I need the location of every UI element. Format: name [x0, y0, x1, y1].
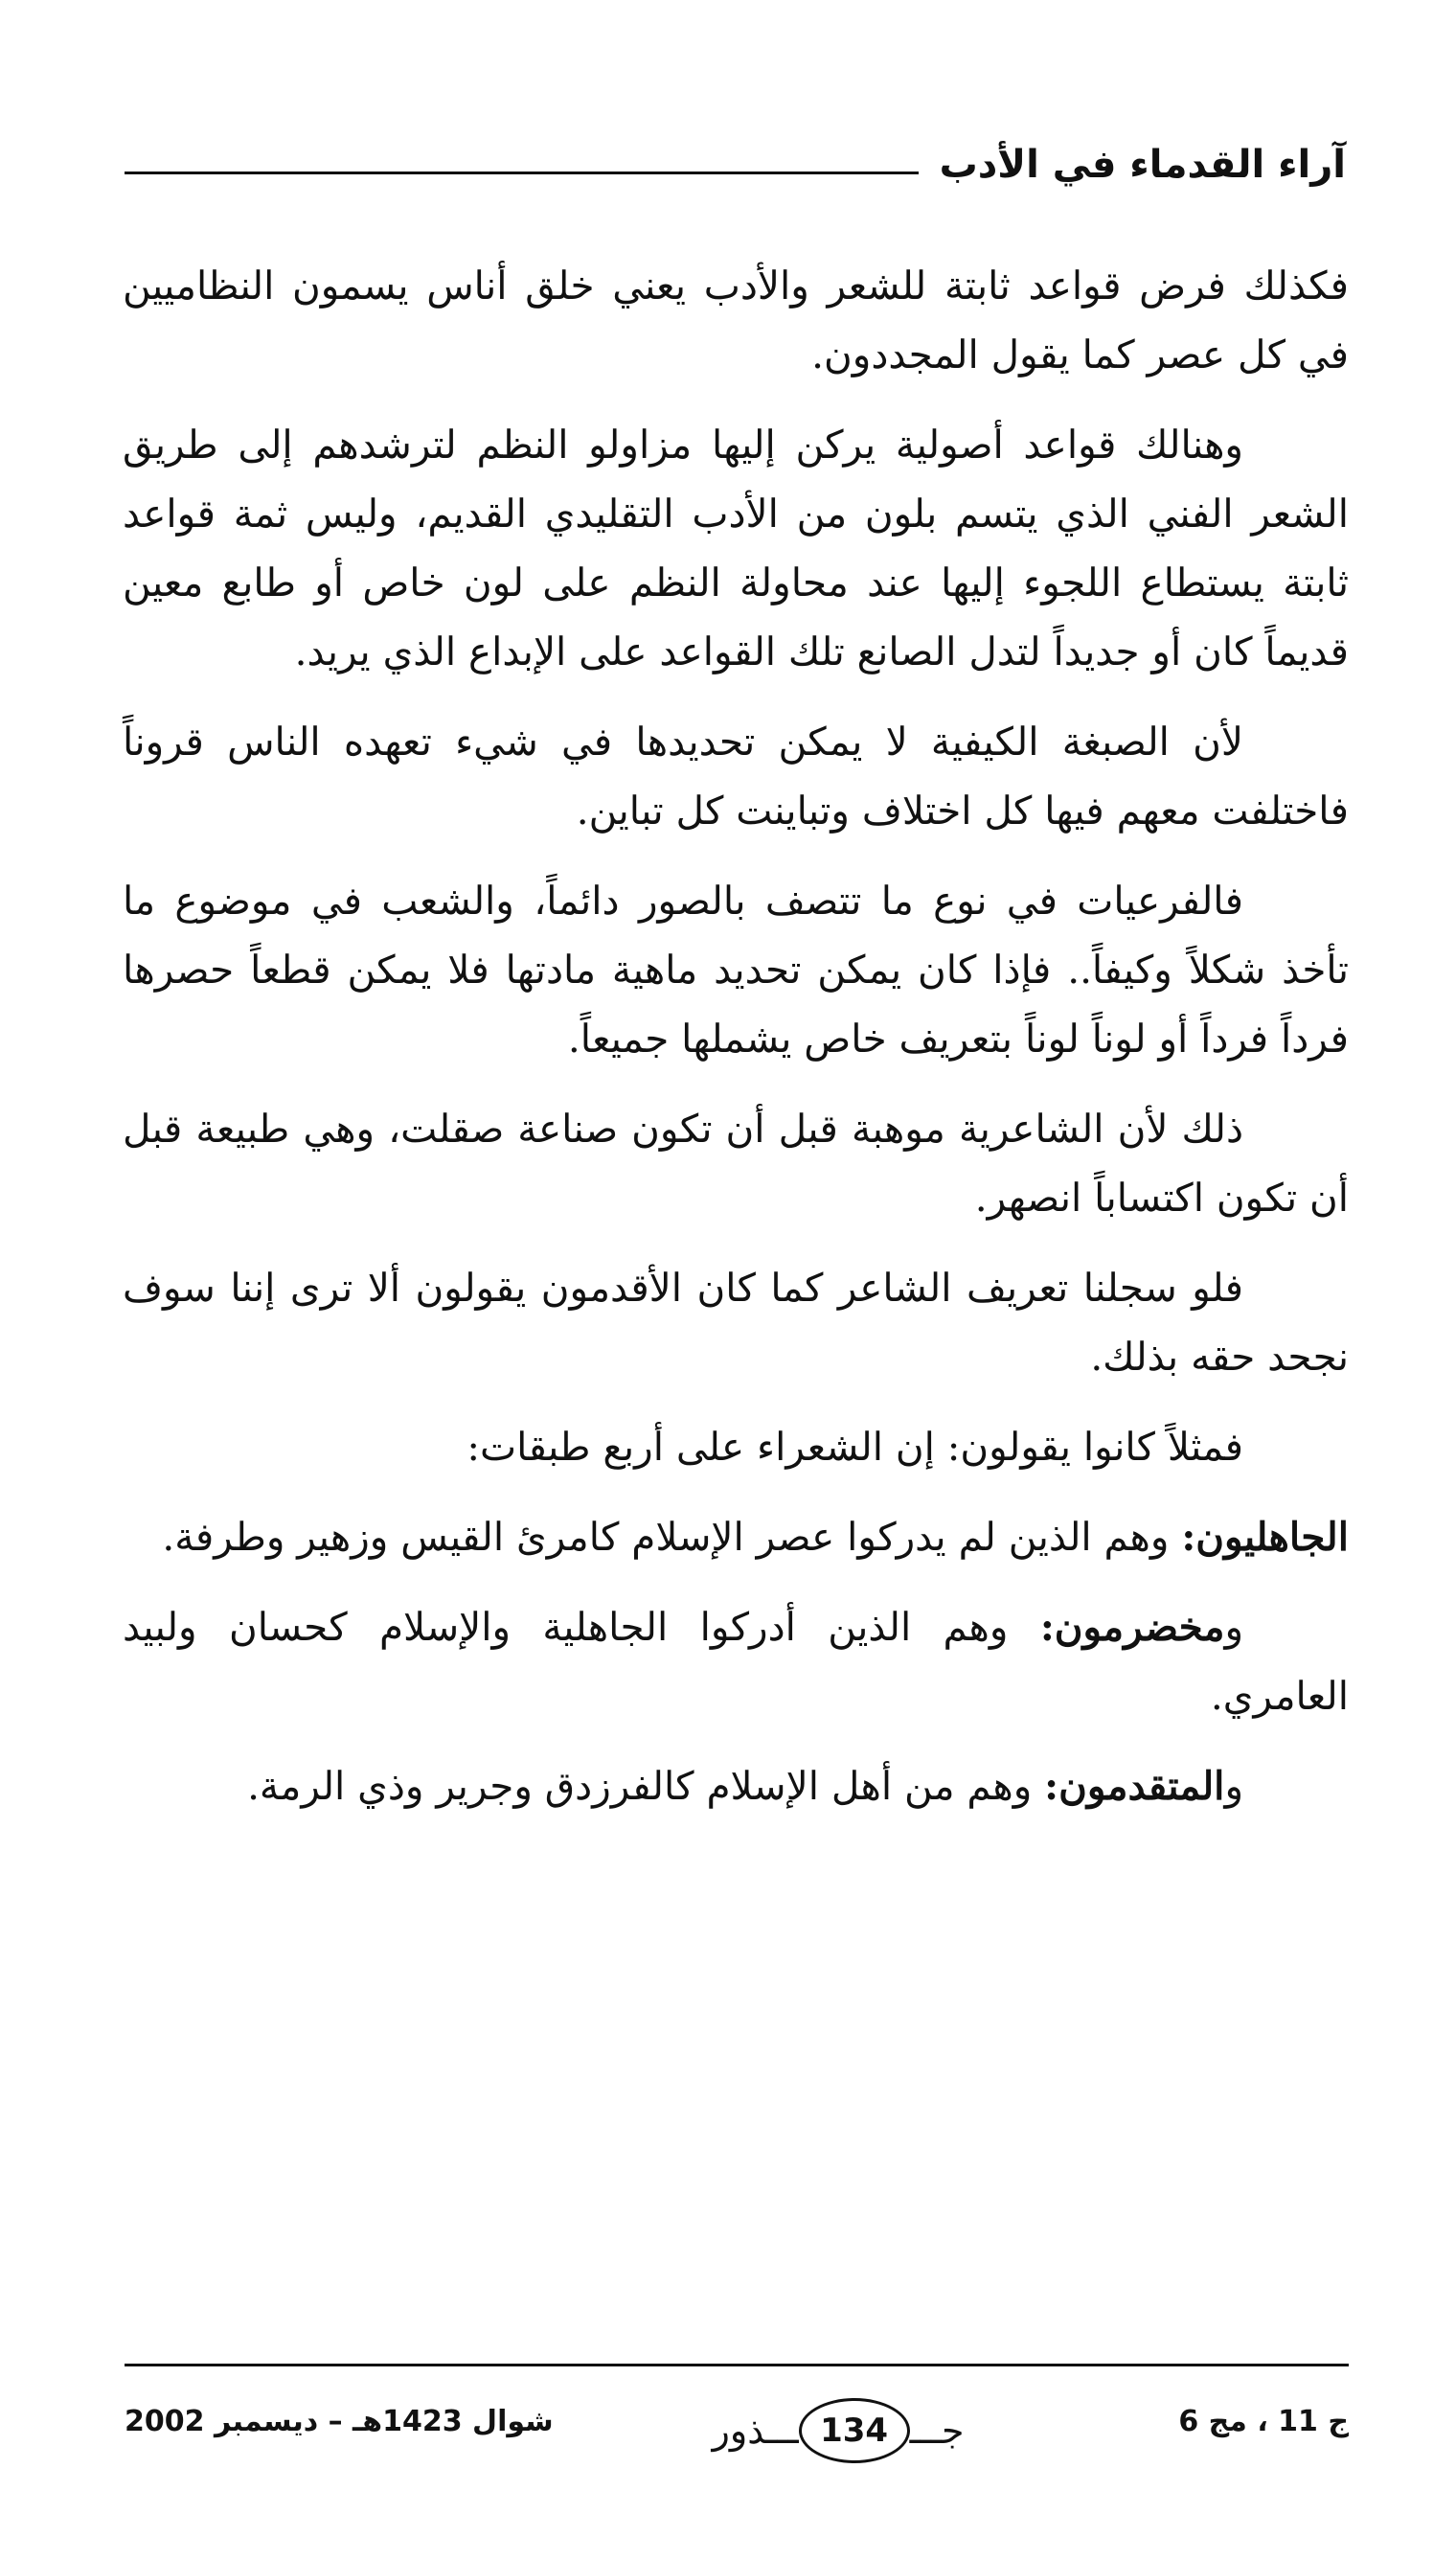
- paragraph-text: لأن الصبغة الكيفية لا يمكن تحديدها في شيء تعهده الناس قروناً فاختلفت معهم فيها كل اختلاف وتباينت كل تباين.: [123, 719, 1349, 834]
- paragraph-text: وهم الذين لم يدركوا عصر الإسلام كامرئ القيس وزهير وطرفة.: [162, 1514, 1182, 1560]
- journal-name-left: ـــذور: [712, 2410, 799, 2452]
- paragraph: [123, 1592, 1349, 1730]
- paragraph: [123, 1412, 1349, 1481]
- page-number: 134: [799, 2398, 910, 2463]
- paragraph: [123, 866, 1349, 1073]
- paragraph: [123, 1502, 1349, 1571]
- paragraph-text: فكذلك فرض قواعد ثابتة للشعر والأدب يعني خلق أناس يسمون النظاميين في كل عصر كما يقول المجددون.: [123, 263, 1349, 377]
- paragraph-text: و: [1224, 1763, 1243, 1809]
- paragraph: [123, 1253, 1349, 1391]
- journal-name-right: جـــ: [909, 2410, 965, 2452]
- page-footer: [125, 2393, 1349, 2470]
- running-header-title: آراء القدماء في الأدب: [939, 143, 1346, 187]
- header-rule: [125, 171, 919, 174]
- body-text: [123, 251, 1349, 1841]
- issue-date: شوال 1423هـ – ديسمبر 2002: [125, 2405, 554, 2438]
- paragraph-text: و: [1224, 1604, 1243, 1650]
- paragraph: [123, 1751, 1349, 1820]
- journal-masthead: [656, 2393, 1020, 2468]
- term-heading: مخضرمون:: [1039, 1604, 1225, 1650]
- paragraph: [123, 1094, 1349, 1232]
- paragraph-text: فمثلاً كانوا يقولون: إن الشعراء على أربع طبقات:: [466, 1424, 1243, 1470]
- paragraph-text: فالفرعيات في نوع ما تتصف بالصور دائماً، والشعب في موضوع ما تأخذ شكلاً وكيفاً.. فإذا كان يمكن تحديد ماهية مادتها فلا يمكن قطعاً حصرها فرداً فرداً أو لوناً لوناً بتعريف خاص يشملها جميعاً.: [123, 878, 1349, 1062]
- paragraph-text: فلو سجلنا تعريف الشاعر كما كان الأقدمون يقولون ألا ترى إننا سوف نجحد حقه بذلك.: [123, 1265, 1349, 1380]
- paragraph-text: ذلك لأن الشاعرية موهبة قبل أن تكون صناعة صقلت، وهي طبيعة قبل أن تكون اكتساباً انصهر.: [123, 1106, 1349, 1221]
- footer-rule: [125, 2364, 1349, 2366]
- paragraph: [123, 410, 1349, 686]
- term-heading: الجاهليون:: [1181, 1514, 1349, 1560]
- paragraph-text: وهم من أهل الإسلام كالفرزدق وجرير وذي الرمة.: [247, 1763, 1045, 1809]
- running-header: [125, 136, 1346, 194]
- paragraph: [123, 707, 1349, 845]
- paragraph: [123, 251, 1349, 389]
- issue-volume-label: ج 11 ، مج 6: [1178, 2405, 1349, 2438]
- paragraph-text: وهنالك قواعد أصولية يركن إليها مزاولو النظم لترشدهم إلى طريق الشعر الفني الذي يتسم بلون من الأدب التقليدي القديم، وليس ثمة قواعد ثابتة يستطاع اللجوء إليها عند محاولة النظم على لون خاص أو طابع معين قديماً كان أو جديداً لتدل الصانع تلك القواعد على الإبداع الذي يريد.: [123, 422, 1349, 674]
- paragraph-text: وهم الذين أدركوا الجاهلية والإسلام كحسان ولبيد العامري.: [123, 1604, 1349, 1719]
- term-heading: المتقدمون:: [1044, 1763, 1225, 1809]
